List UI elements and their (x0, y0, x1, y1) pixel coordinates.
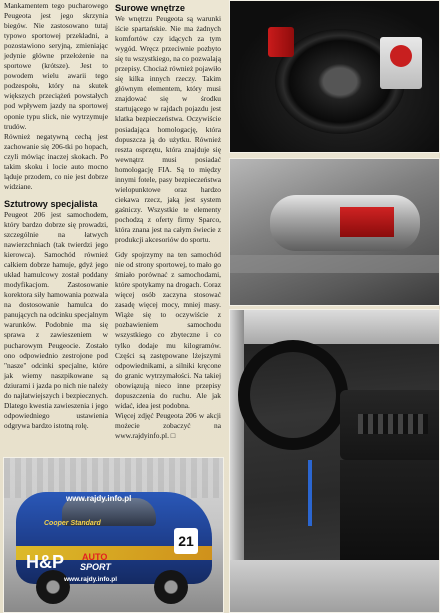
mount-bracket-image (230, 255, 440, 273)
paragraph: Gdy spojrzymy na ten samochód nie od strony sportowej, to mało go śmiało porównać z samochodami, które spotykamy na drogach. Coraz więcej osób zaczyna stosować zasadę więcej mocy, mniej masy. Wiąże się to oczywiście z pozbawieniem samochodu wszystkiego co zbyteczne i co tylko dodaje mu kilogramów. Części są zastępowane lżejszymi odpowiednikami, a silniki kręcone do granic wytrzymałości. Na takiej obowiązują nieco inne przepisy dopuszczenia do ruchu. Ale jak widać, idea jest podobna. (115, 250, 221, 410)
auto-decal: AUTO (82, 552, 108, 562)
text-column-2 (115, 2, 221, 441)
handbrake-image (308, 460, 312, 526)
windshield-image (230, 310, 440, 344)
center-console-image (340, 460, 440, 570)
paragraph: Więcej zdjęć Peugeota 206 w akcji możecie zobaczyć na www.rajdyinfo.pl. □ (115, 410, 221, 440)
warning-sign-image (380, 37, 422, 89)
switch-panel-image (358, 414, 428, 434)
door-url-decal: www.rajdy.info.pl (64, 576, 118, 583)
paragraph: Również negatywną cechą jest zachowanie się 206-tki po hopach, czyli mówiąc inaczej skokach. Po takim skoku i locie auto mocno ląduje przodem, co nie jest dobrze widziane. (4, 131, 108, 191)
text-column-1 (4, 1, 108, 431)
extinguisher-image (268, 27, 294, 57)
floor-image (230, 560, 440, 613)
paragraph: We wnętrzu Peugeota są warunki iście spartańskie. Nie ma żadnych komfortów czy idących za tym wygód. Wręcz przeciwnie pozbyto się tu wszystkiego, na co pozwalają przepisy. Chociaż również pojawiło się kilka innych rzeczy. Takim głównym elementem, który musi znajdować się w środku startującego w rajdach pojazdu jest klatka bezpieczeństwa. Oczywiście posiadająca homologację, która dopuszcza ją do użytku. Również reszta osprzętu, która znajduje się wewnątrz musi posiadać homologację FIA. Są to między innymi fotele, pasy bezpieczeństwa wielopunktowe oraz hardzo ciekawa rzecz, jaką jest system gaśniczy. Wszystkie te elementy pochodzą z oferty firmy Sparco, która znana jest na całym świecie z produkcji akcesoriów do sportu. (115, 14, 221, 245)
paragraph: Peugeot 206 jest samochodem, który bardzo dobrze się prowadzi, szczególnie na łatwych nawierzchniach (tak twierdzi jego kierowca). Samochód również całkiem dobrze hamuje, gdyż jego układ hamulcowy został poddany modyfikacjom. Zastosowanie korektora siły hamowania pozwala na dostosowanie hamulca do panujących na odcinku specjalnym warunków. Podobnie ma się sprawa z zawieszeniem w pucharowym Peugeocie. Zostało ono odpowiednio zestrojone pod "nasze" odcinki specjalne, które jak wiemy naszpikowane są dziurami i jazda po nich nie należy do najłatwiejszych i bezpiecznych. Dlatego kwestia zawieszenia i jego odpowiedniego ustawienia odgrywa bardzo istotną rolę. (4, 209, 108, 430)
rally-car-photo (3, 457, 224, 613)
rear-wheel-image (154, 570, 188, 604)
race-number-plate: 21 (174, 528, 198, 554)
sponsor-decal: Cooper Standard (44, 520, 101, 527)
sport-decal: SPORT (80, 562, 111, 572)
paragraph: Mankamentem tego pucharowego Peugeota jest jego skrzynia biegów. Nie zastosowano tutaj typowo sportowej przekładni, a pozostawiono seryjną, zmieniając jedynie główne przełożenie na sportowe (krótsze). Jest to powodem wielu awarii tego podzespołu, który na skutek większych przeciążeń powstałych pod wpływem jazdy na sportowej oponie typu slick, nie wytrzymuje trudów. (4, 1, 108, 131)
section-heading: Sztutrowy specjalista (4, 198, 98, 209)
windshield-decal: www.rajdy.info.pl (66, 494, 132, 503)
extinguisher-system-photo (229, 158, 440, 306)
interior-photo (229, 309, 440, 613)
brand-decal: H&P (26, 552, 65, 572)
bottle-label-image (340, 207, 394, 237)
spare-wheel-photo (229, 0, 440, 153)
steering-wheel-image (238, 340, 348, 450)
section-heading: Surowe wnętrze (115, 3, 185, 13)
